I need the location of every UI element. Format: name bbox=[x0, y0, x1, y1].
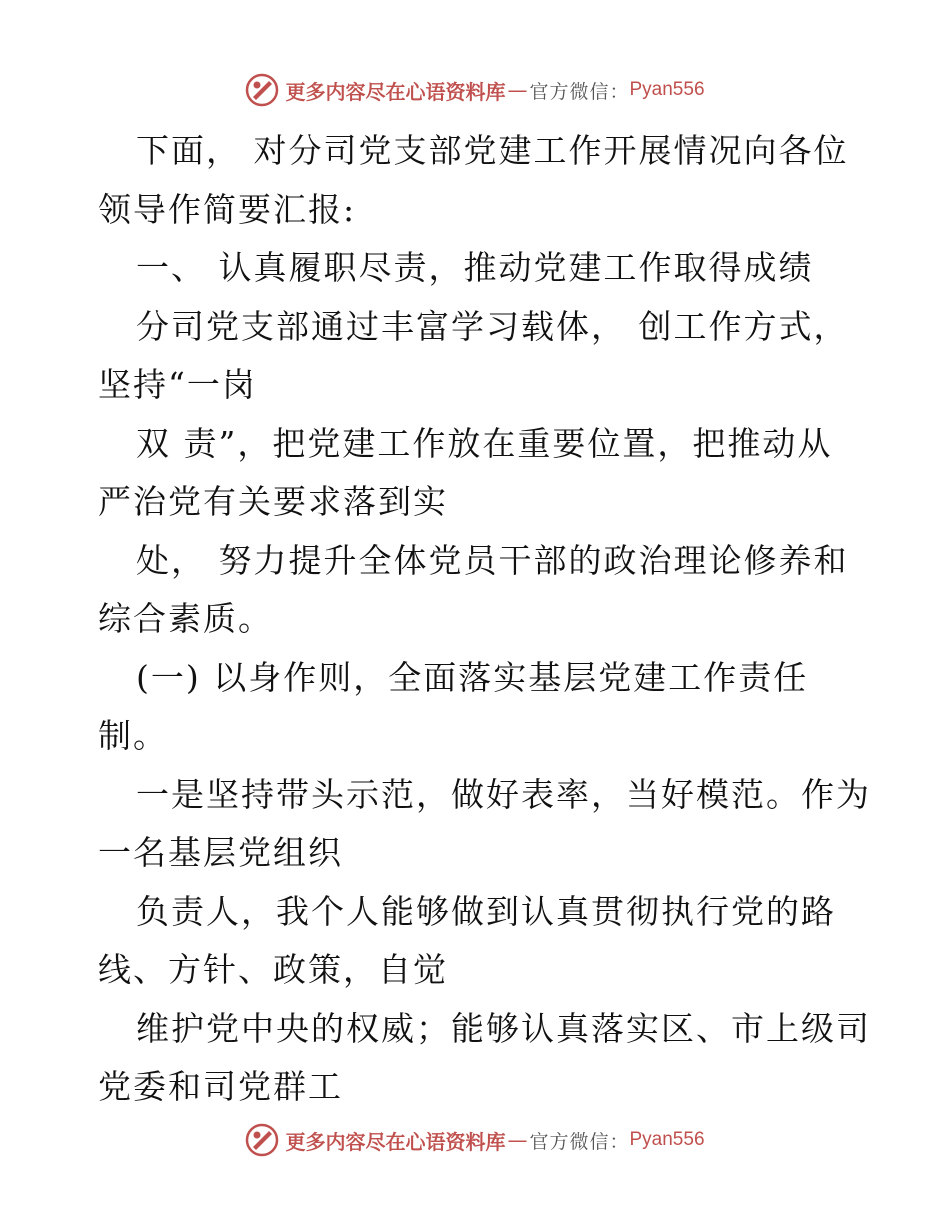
banner-main-text: 更多内容尽在心语资料库 bbox=[285, 79, 506, 104]
text-line: 下面， 对分司党支部党建工作开展情况向各位 bbox=[136, 131, 849, 170]
header-banner bbox=[0, 70, 950, 110]
text-line: 严治党有关要求落到实 bbox=[98, 482, 448, 521]
banner-sub-text: 官方微信： bbox=[529, 1130, 630, 1153]
text-line: 线、方针、政策，自觉 bbox=[98, 950, 448, 989]
document-body bbox=[98, 122, 871, 1117]
brand-logo-icon bbox=[245, 73, 279, 107]
text-line: 综合素质。 bbox=[98, 599, 273, 638]
text-line: 党委和司党群工 bbox=[98, 1067, 343, 1106]
text-line: 一是坚持带头示范，做好表率，当好模范。作为 bbox=[136, 774, 871, 814]
banner-dash: — bbox=[507, 78, 528, 102]
text-line: 一名基层党组织 bbox=[98, 833, 343, 872]
banner-wechat-id: Pyan556 bbox=[629, 79, 705, 100]
banner-dash: — bbox=[507, 1128, 528, 1152]
text-line: 处， 努力提升全体党员干部的政治理论修养和 bbox=[136, 540, 849, 580]
banner-wechat-id: Pyan556 bbox=[629, 1129, 705, 1150]
footer-banner bbox=[0, 1120, 950, 1160]
text-line: 分司党支部通过丰富学习载体， 创工作方式， bbox=[136, 306, 849, 346]
section-heading: 一、 认真履职尽责，推动党建工作取得成绩 bbox=[136, 248, 814, 287]
banner-main-text: 更多内容尽在心语资料库 bbox=[285, 1129, 506, 1154]
text-line: 制。 bbox=[98, 716, 168, 755]
text-line: 坚持“一岗 bbox=[98, 365, 257, 404]
text-line: 负责人，我个人能够做到认真贯彻执行党的路 bbox=[136, 891, 836, 931]
brand-logo-icon bbox=[245, 1123, 279, 1157]
text-line: 领导作简要汇报: bbox=[98, 189, 357, 229]
banner-sub-text: 官方微信： bbox=[529, 80, 630, 103]
subsection-heading: (一) 以身作则，全面落实基层党建工作责任 bbox=[136, 657, 809, 697]
text-line: 维护党中央的权威；能够认真落实区、市上级司 bbox=[136, 1008, 871, 1048]
text-line: 双 责”，把党建工作放在重要位置，把推动从 bbox=[136, 423, 833, 463]
